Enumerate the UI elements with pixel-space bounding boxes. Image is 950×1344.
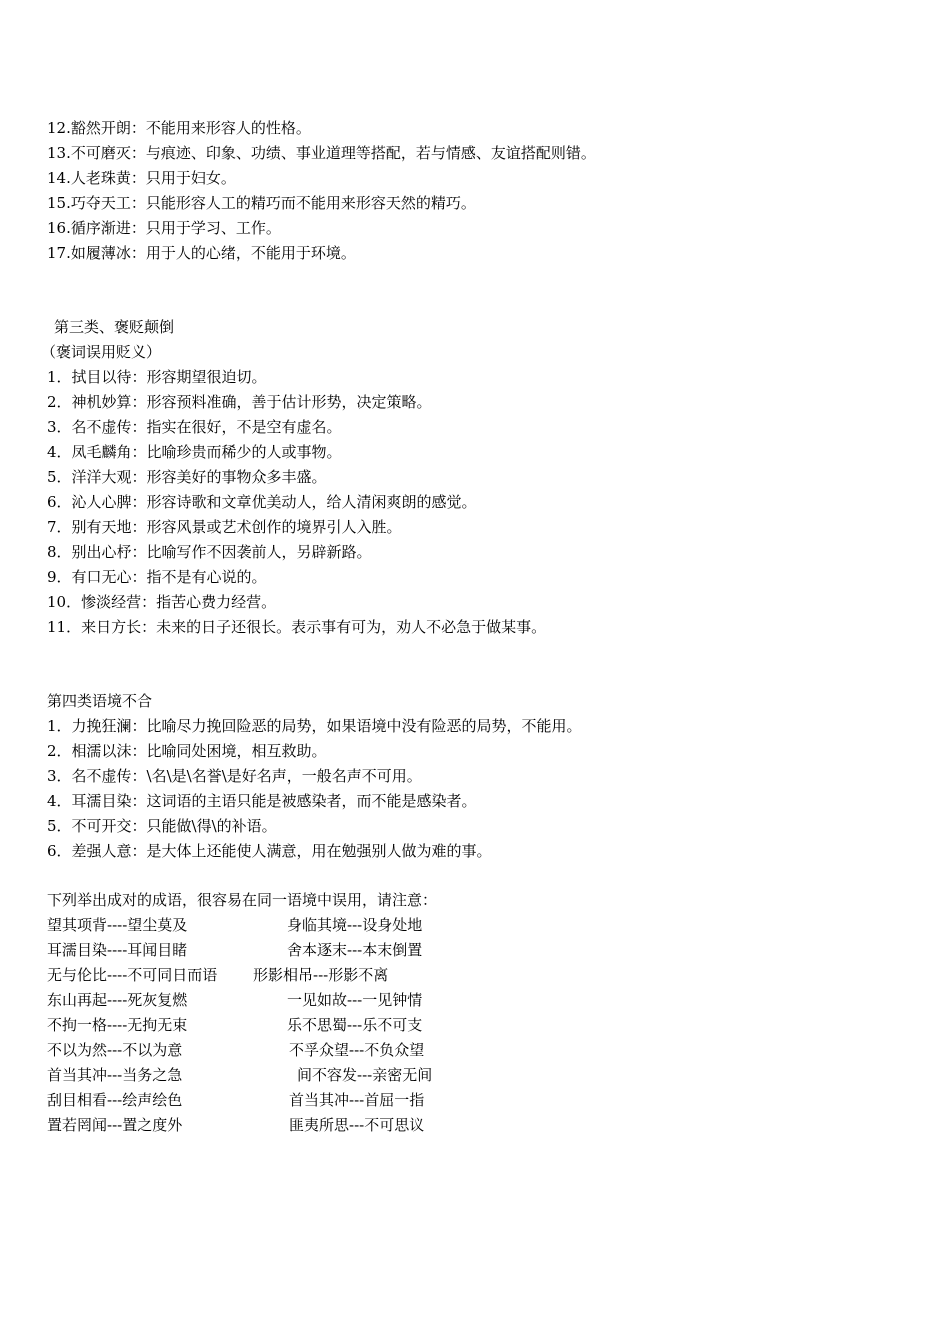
list-item: 9．有口无心：指不是有心说的。 [47, 568, 267, 586]
pair-row [47, 965, 389, 985]
list-item: 2．神机妙算：形容预料准确，善于估计形势，决定策略。 [47, 393, 432, 411]
list-item: 17.如履薄冰：用于人的心绪，不能用于环境。 [47, 244, 356, 262]
list-item: 1．拭目以待：形容期望很迫切。 [47, 368, 267, 386]
pair-row [47, 1040, 425, 1060]
list-item: 13.不可磨灭：与痕迹、印象、功绩、事业道理等搭配，若与情感、友谊搭配则错。 [47, 144, 596, 162]
list-item: 11．来日方长：未来的日子还很长。表示事有可为，劝人不必急于做某事。 [47, 618, 547, 636]
pair-left: 不拘一格----无拘无束 [47, 1016, 188, 1034]
pairs-intro: 下列举出成对的成语，很容易在同一语境中误用，请注意： [47, 891, 438, 909]
section-subtitle: （褒词误用贬义） [41, 343, 162, 361]
pair-row [47, 1090, 425, 1110]
pair-row [47, 1065, 433, 1085]
pair-right: 形影相吊---形影不离 [253, 966, 389, 984]
list-item: 6．沁人心脾：形容诗歌和文章优美动人，给人清闲爽朗的感觉。 [47, 493, 477, 511]
pair-left: 首当其冲---当务之急 [47, 1066, 183, 1084]
pair-right: 匪夷所思---不可思议 [289, 1116, 425, 1134]
pair-left: 望其项背----望尘莫及 [47, 916, 188, 934]
pair-row [47, 940, 423, 960]
pair-right: 舍本逐末---本末倒置 [287, 941, 423, 959]
pair-right: 一见如故---一见钟情 [287, 991, 423, 1009]
list-item: 12.豁然开朗：不能用来形容人的性格。 [47, 119, 311, 137]
list-item: 7．别有天地：形容风景或艺术创作的境界引人入胜。 [47, 518, 402, 536]
list-item: 2．相濡以沫：比喻同处困境，相互救助。 [47, 742, 327, 760]
pair-right: 身临其境---设身处地 [287, 916, 423, 934]
pair-row [47, 915, 423, 935]
list-item: 3．名不虚传：指实在很好，不是空有虚名。 [47, 418, 342, 436]
pair-left: 不以为然---不以为意 [47, 1041, 183, 1059]
pair-left: 东山再起----死灰复燃 [47, 991, 188, 1009]
list-item: 8．别出心杼：比喻写作不因袭前人，另辟新路。 [47, 543, 372, 561]
pair-left: 置若罔闻---置之度外 [47, 1116, 183, 1134]
pair-row [47, 1115, 425, 1135]
list-item: 6．差强人意：是大体上还能使人满意，用在勉强别人做为难的事。 [47, 842, 492, 860]
list-item: 5．不可开交：只能做\得\的补语。 [47, 817, 277, 835]
list-item: 15.巧夺天工：只能形容人工的精巧而不能用来形容天然的精巧。 [47, 194, 476, 212]
pair-right: 间不容发---亲密无间 [297, 1066, 433, 1084]
list-item: 10．惨淡经营：指苦心费力经营。 [47, 593, 277, 611]
list-item: 4．凤毛麟角：比喻珍贵而稀少的人或事物。 [47, 443, 342, 461]
pair-right: 乐不思蜀---乐不可支 [287, 1016, 423, 1034]
pair-row [47, 1015, 423, 1035]
list-item: 16.循序渐进：只用于学习、工作。 [47, 219, 281, 237]
list-item: 3．名不虚传：\名\是\名誉\是好名声，一般名声不可用。 [47, 767, 422, 785]
list-item: 5．洋洋大观：形容美好的事物众多丰盛。 [47, 468, 327, 486]
pair-right: 不孚众望---不负众望 [289, 1041, 425, 1059]
list-item: 14.人老珠黄：只用于妇女。 [47, 169, 236, 187]
list-item: 4．耳濡目染：这词语的主语只能是被感染者，而不能是感染者。 [47, 792, 477, 810]
pair-left: 刮目相看---绘声绘色 [47, 1091, 183, 1109]
section-title: 第三类、褒贬颠倒 [54, 318, 175, 336]
pair-right: 首当其冲---首屈一指 [289, 1091, 425, 1109]
section-title: 第四类语境不合 [47, 692, 153, 710]
pair-row [47, 990, 423, 1010]
pair-left: 无与伦比----不可同日而语 [47, 966, 218, 984]
pair-left: 耳濡目染----耳闻目睹 [47, 941, 188, 959]
list-item: 1．力挽狂澜：比喻尽力挽回险恶的局势，如果语境中没有险恶的局势，不能用。 [47, 717, 582, 735]
